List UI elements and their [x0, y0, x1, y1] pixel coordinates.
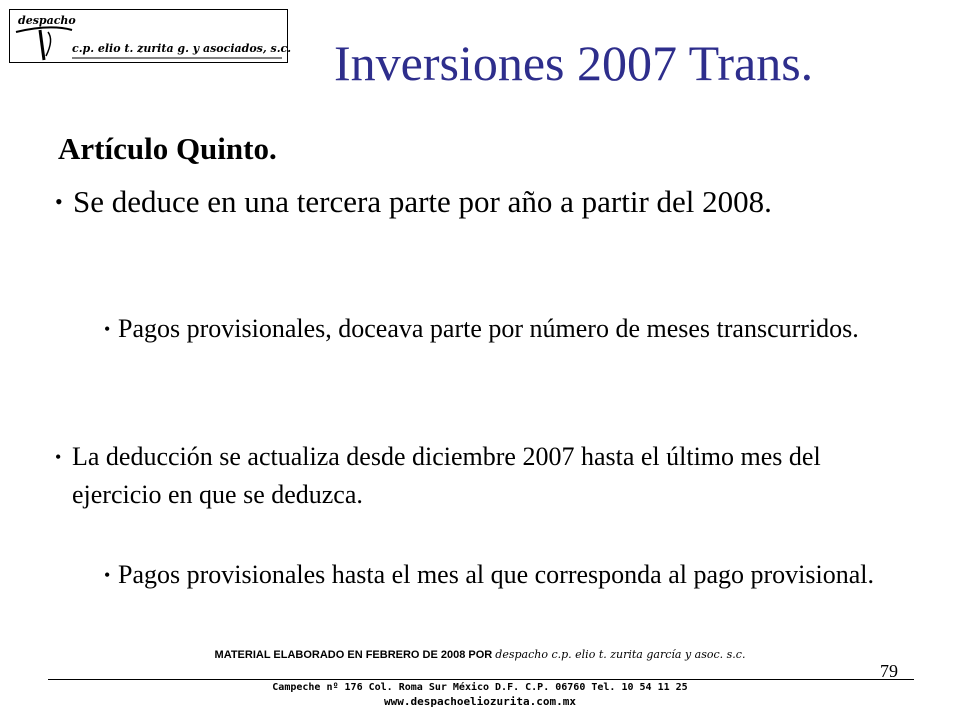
bullet-item [55, 438, 895, 514]
footer-url: www.despachoeliozurita.com.mx [383, 695, 577, 708]
slide-title: Inversiones 2007 Trans. [334, 35, 814, 91]
bullet-icon: • [104, 319, 111, 339]
bullet-icon: • [55, 447, 62, 467]
section-heading: Artículo Quinto. [58, 131, 277, 166]
firm-logo [9, 9, 292, 63]
bullet-item [55, 180, 895, 223]
bullet-text: Pagos provisionales, doceava parte por número de meses transcurridos. [118, 314, 859, 343]
bullet-icon: • [55, 189, 63, 214]
bullet-text: Pagos provisionales hasta el mes al que corresponda al pago provisional. [118, 560, 874, 589]
footer-credit [0, 648, 960, 661]
bullet-text: Se deduce en una tercera parte por año a partir del 2008. [73, 184, 772, 219]
page-number: 79 [880, 661, 898, 681]
logo-firm-name: c.p. elio t. zurita g. y asociados, s.c. [72, 42, 292, 55]
logo-word: despacho [18, 14, 76, 27]
sub-bullet-item [104, 310, 864, 348]
sub-bullet-item [104, 556, 904, 594]
footer-credit-prefix: MATERIAL ELABORADO EN FEBRERO DE 2008 POR [214, 649, 493, 661]
footer-address: Campeche nº 176 Col. Roma Sur México D.F. C.P. 06760 Tel. 10 54 11 25 [272, 682, 688, 693]
bullet-icon: • [104, 565, 111, 585]
footer-credit-firm: despacho c.p. elio t. zurita garcía y asoc. s.c. [495, 648, 746, 661]
footer-divider [48, 679, 914, 680]
bullet-text: La deducción se actualiza desde diciembre 2007 hasta el último mes del ejercicio en que se deduzca. [72, 442, 821, 509]
